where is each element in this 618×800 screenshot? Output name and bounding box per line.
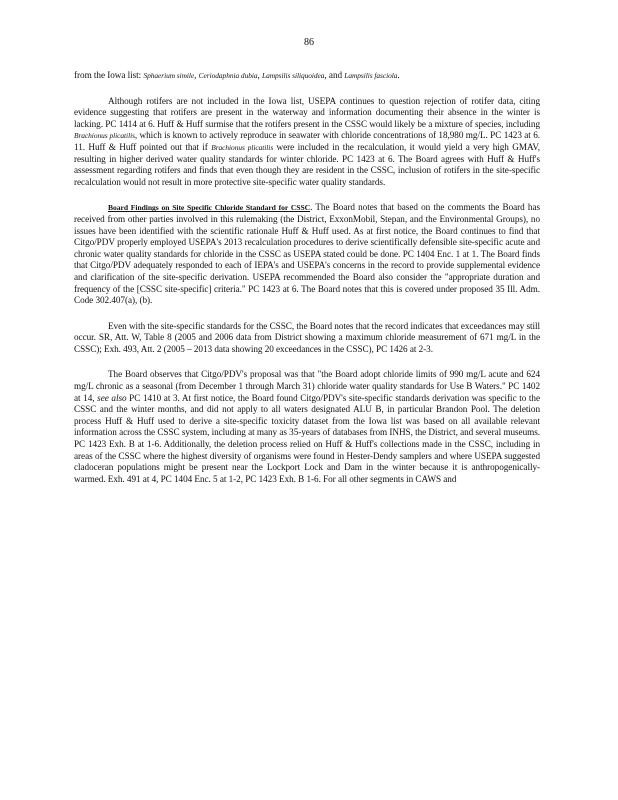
paragraph-board-findings [74, 202, 540, 306]
text: . [397, 70, 400, 80]
paragraph-citgo-proposal [74, 369, 540, 485]
page-number: 86 [304, 37, 314, 48]
citation-signal: see also [97, 392, 127, 403]
paragraph-exceedances [74, 321, 540, 356]
text: Although rotifers are not included in the Iowa list, USEPA continues to question rejection of rotifer data, citing evidence suggesting that rotifers are present in the waterway and information documenting their absence in the winter is lacking. PC 1414 at 6. Huff & Huff surmise that the rotifers present in the CSSC would likely be a mixture of species, including [74, 95, 540, 129]
document-body [74, 70, 540, 485]
section-heading: Board Findings on Site Specific Chloride Standard for CSSC [108, 203, 311, 213]
species-name: Lampsilis siliquoidea [262, 71, 325, 80]
species-name: Brachionus plicatilis [74, 131, 135, 141]
text: , and [324, 70, 345, 80]
paragraph-rotifers [74, 96, 540, 189]
text: The Board observes that Citgo/PDV's proposal was that "the Board adopt chloride limits of 990 mg/L acute and 624 mg/L chronic as a seasonal (from December 1 through March 31) chloride water quality standards for Use B Waters." PC 1402 at 14, [74, 369, 540, 403]
paragraph-species-list [74, 70, 540, 82]
text: Even with the site-specific standards for the CSSC, the Board notes that the record indicates that exceedances may still occur. SR, Att. W, Table 8 (2005 and 2006 data from District showing a maximum chloride measurement of 671 mg/L in the CSSC); Exh. 493, Att. 2 (2005 – 2013 data showing 20 exceedances in the CSSC), PC 1426 at 2-3. [74, 320, 540, 354]
species-name: Brachionus plicatilis [211, 142, 274, 152]
species-name: Ceriodaphnia dubia [198, 71, 258, 80]
species-name: Sphaerium simile [143, 71, 195, 80]
text: were included in the recalculation, it would yield a very high GMAV, resulting in higher derived water quality standards for winter chloride. PC 1423 at 6. The Board agrees with Huff & Huff's assessment regarding rotifers and finds that even though they are resident in the CSSC, inclusion of rotifers in the site-specific recalculation would not result in more protective site-specific water quality standards. [74, 141, 540, 187]
text: , [194, 70, 199, 80]
text: , [257, 70, 263, 80]
species-name: Lampsilis fasciola [344, 71, 398, 80]
text: from the Iowa list: [74, 70, 144, 80]
text: PC 1410 at 3. At first notice, the Board found Citgo/PDV's site-specific standards derivation was specific to the CSSC and the winter months, and did not apply to all waters designated ALU B, in particular Brandon Pool. The deletion process Huff & Huff used to derive a site-specific toxicity dataset from the Iowa list was based on all available relevant information across the CSSC system, including at many as 35-years of databases from INHS, the District, and several museums. PC 1423 Exh. B at 1-6. Additionally, the deletion process relied on Huff & Huff's collections made in the CSSC, including in areas of the CSSC where the highest diversity of organisms were found in Hester-Dendy samplers and where USEPA suggested cladoceran populations might be present near the Lockport Lock and Dam in the winter because it is anthropogenically-warmed. Exh. 491 at 4, PC 1404 Enc. 5 at 1-2, PC 1423 Exh. B 1-6. For all other segments in CAWS and [74, 392, 541, 484]
text: . The Board notes that based on the comments the Board has received from other parties involved in this rulemaking (the District, ExxonMobil, Stepan, and the Environmental Groups), no issues have been identified with the scientific rationale Huff & Huff used. As at first notice, the Board continues to find that Citgo/PDV properly employed USEPA's 2013 recalculation procedures to derive scientifically defensible site-specific acute and chronic water quality standards for chloride in the CSSC as USEPA stated could be done. PC 1404 Enc. 1 at 1. The Board finds that Citgo/PDV adequately responded to each of IEPA's and USEPA's concerns in the record to provide supplemental evidence and clarification of the site-specific derivation. USEPA recommended the Board also consider the "appropriate duration and frequency of the [CSSC site-specific] criteria." PC 1423 at 6. The Board notes that this is covered under proposed 35 Ill. Adm. Code 302.407(a), (b). [74, 202, 541, 306]
text: , which is known to actively reproduce in seawater with chloride concentrations of 18,980 mg/L. PC 1423 at 6. 11. Huff & Huff pointed out that if [74, 130, 540, 152]
